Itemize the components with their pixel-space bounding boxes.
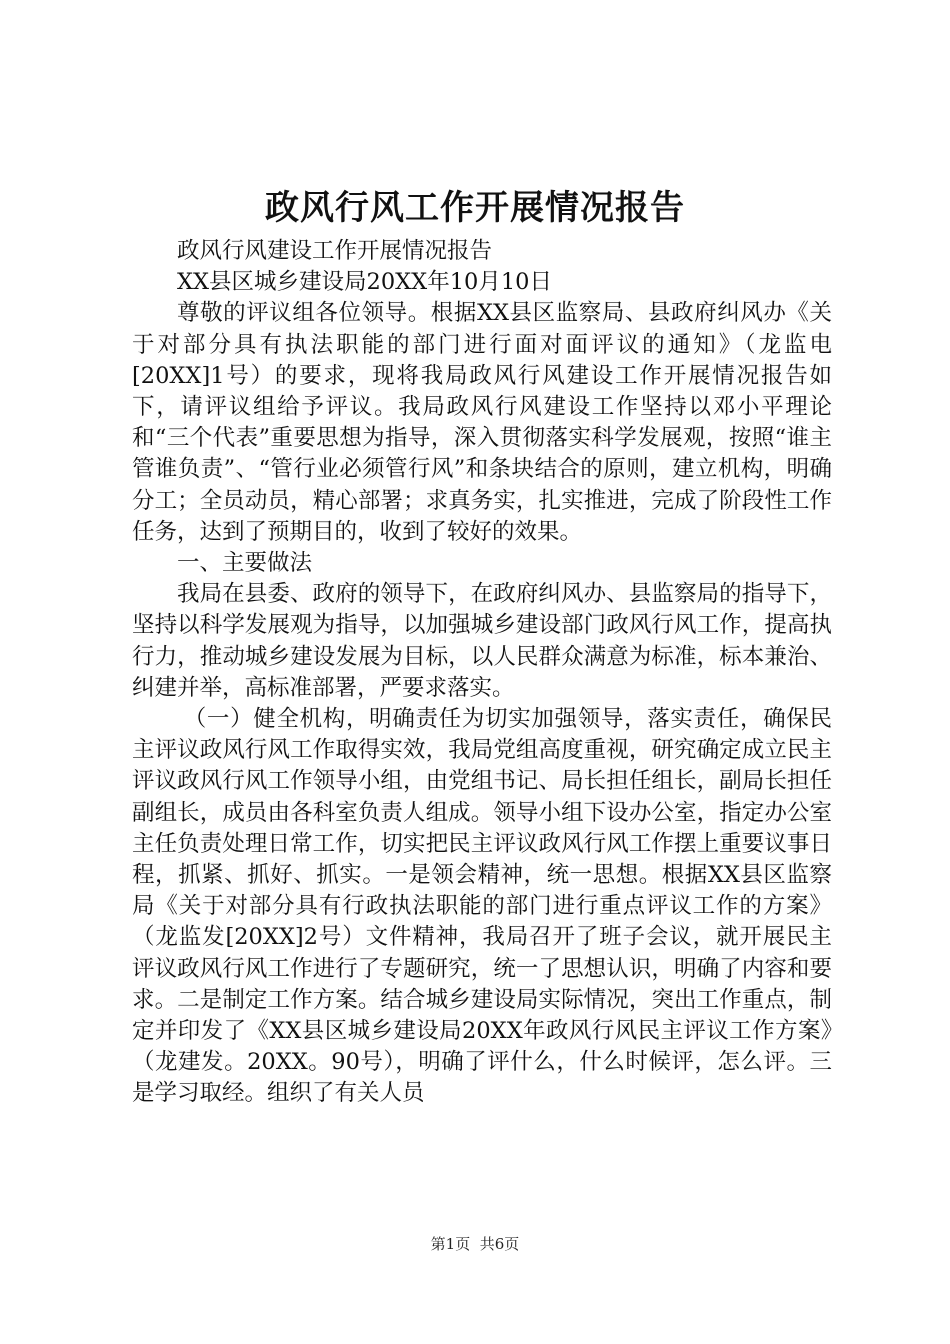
page-number: 第1页 — [430, 1235, 471, 1253]
subtitle-paragraph: 政风行风建设工作开展情况报告 — [177, 238, 493, 264]
body-paragraph: （一）健全机构，明确责任为切实加强领导，落实责任，确保民主评议政风行风工作取得实效，我局党组高度重视，研究确定成立民主评议政风行风工作领导小组，由党组书记、局长担任组长，副局长担任副组长，成员由各科室负责人组成。领导小组下设办公室，指定办公室主任负责处理日常工作，切实把民主评议政风行风工作摆上重要议事日程，抓紧、抓好、抓实。一是领会精神，统一思想。根据XX县区监察局《关于对部分具有行政执法职能的部门进行重点评议工作的方案》（龙监发[20XX]2号）文件精神，我局召开了班子会议，就开展民主评议政风行风工作进行了专题研究，统一了思想认识，明确了内容和要求。二是制定工作方案。结合城乡建设局实际情况，突出工作重点，制定并印发了《XX县区城乡建设局20XX年政风行风民主评议工作方案》（龙建发。20XX。90号），明确了评什么，什么时候评，怎么评。三是学习取经。组织了有关人员 — [132, 706, 832, 1107]
body-paragraph: 我局在县委、政府的领导下，在政府纠风办、县监察局的指导下，坚持以科学发展观为指导，以加强城乡建设部门政风行风工作，提高执行力，推动城乡建设发展为目标，以人民群众满意为标准，标本兼治、纠建并举，高标准部署，严要求落实。 — [132, 581, 832, 701]
body-paragraph: 尊敬的评议组各位领导。根据XX县区监察局、县政府纠风办《关于对部分具有执法职能的部门进行面对面评议的通知》（龙监电[20XX]1号）的要求，现将我局政风行风建设工作开展情况报告如下，请评议组给予评议。我局政风行风建设工作坚持以邓小平理论和“三个代表”重要思想为指导，深入贯彻落实科学发展观，按照“谁主管谁负责”、“管行业必须管行风”和条块结合的原则，建立机构，明确分工；全员动员，精心部署；求真务实，扎实推进，完成了阶段性工作任务，达到了预期目的，收到了较好的效果。 — [132, 300, 832, 545]
page-footer — [0, 1232, 950, 1256]
date-line: XX县区城乡建设局20XX年10月10日 — [177, 269, 552, 296]
document-title: 政风行风工作开展情况报告 — [265, 188, 685, 228]
page-total: 共6页 — [479, 1235, 520, 1253]
section-heading: 一、主要做法 — [177, 550, 313, 577]
document-body — [132, 236, 832, 1110]
